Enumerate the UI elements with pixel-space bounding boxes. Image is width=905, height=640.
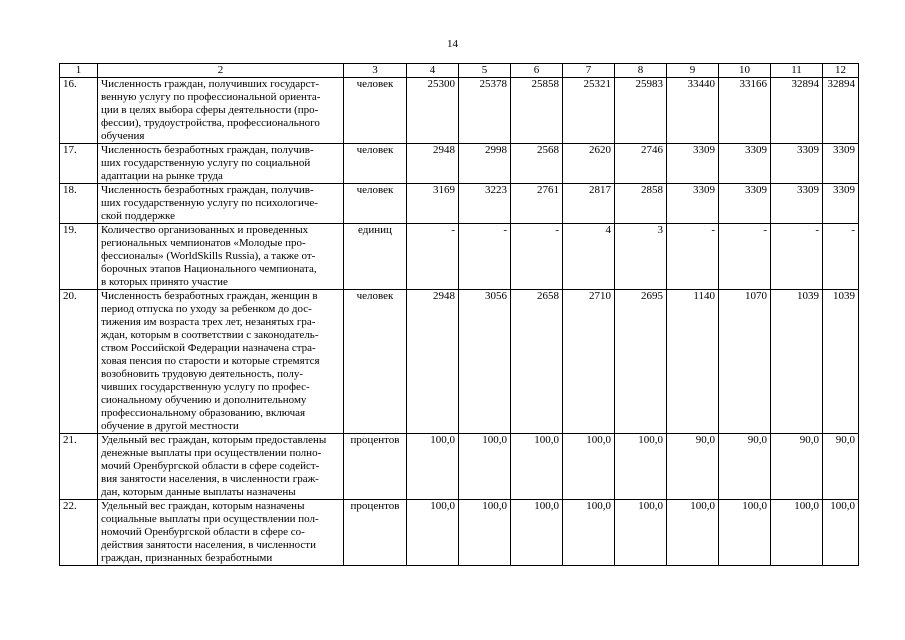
row-number: 22.: [60, 500, 98, 566]
indicator-name-line: борочных этапов Национального чемпионата,: [101, 263, 317, 275]
value-cell: 3309: [719, 184, 771, 224]
value-cell: 100,0: [407, 434, 459, 500]
value-cell: 1140: [667, 290, 719, 434]
indicator-name-line: обучение в другой местности: [101, 420, 239, 432]
row-number: 17.: [60, 144, 98, 184]
indicator-name-line: Численность граждан, получивших государст-: [101, 78, 319, 90]
indicator-name-line: ской поддержке: [101, 210, 176, 222]
value-cell: 2658: [511, 290, 563, 434]
indicator-name-line: Количество организованных и проведенных: [101, 224, 309, 236]
value-cell: 3223: [459, 184, 511, 224]
row-number: 21.: [60, 434, 98, 500]
value-cell: 1039: [823, 290, 859, 434]
table-row: [60, 144, 859, 184]
value-cell: -: [719, 224, 771, 290]
value-cell: 90,0: [771, 434, 823, 500]
value-cell: 2817: [563, 184, 615, 224]
indicator-name-line: ших государственную услугу по социальной: [101, 157, 311, 169]
unit-of-measure: человек: [344, 78, 407, 144]
column-number-row: [60, 64, 859, 78]
column-header: 3: [344, 64, 407, 78]
value-cell: 100,0: [511, 434, 563, 500]
table-row: [60, 500, 859, 566]
value-cell: 33440: [667, 78, 719, 144]
value-cell: 100,0: [511, 500, 563, 566]
indicator-name-line: мочий Оренбургской области в сфере содейст-: [101, 460, 320, 472]
value-cell: 3309: [719, 144, 771, 184]
value-cell: 1070: [719, 290, 771, 434]
indicator-name-line: адаптации на рынке труда: [101, 170, 223, 182]
value-cell: -: [511, 224, 563, 290]
indicator-name: [98, 500, 344, 566]
value-cell: 33166: [719, 78, 771, 144]
indicator-name-line: период отпуска по уходу за ребенком до дос-: [101, 303, 312, 315]
value-cell: 25858: [511, 78, 563, 144]
unit-of-measure: процентов: [344, 500, 407, 566]
value-cell: 25300: [407, 78, 459, 144]
indicator-name-line: региональных чемпионатов «Молодые про-: [101, 237, 306, 249]
indicator-name: [98, 290, 344, 434]
value-cell: 3309: [823, 184, 859, 224]
indicator-name: [98, 224, 344, 290]
unit-of-measure: человек: [344, 290, 407, 434]
table-row: [60, 78, 859, 144]
row-number: 16.: [60, 78, 98, 144]
indicator-name-line: венную услугу по профессиональной ориента-: [101, 91, 321, 103]
value-cell: 2746: [615, 144, 667, 184]
unit-of-measure: человек: [344, 184, 407, 224]
value-cell: 100,0: [771, 500, 823, 566]
indicator-name-line: возобновить трудовую деятельность, полу-: [101, 368, 304, 380]
table-row: [60, 224, 859, 290]
indicator-name-line: в которых принято участие: [101, 276, 228, 288]
value-cell: 32894: [823, 78, 859, 144]
value-cell: -: [407, 224, 459, 290]
value-cell: 100,0: [563, 434, 615, 500]
indicator-name: [98, 434, 344, 500]
column-header: 1: [60, 64, 98, 78]
value-cell: 90,0: [823, 434, 859, 500]
indicator-name-line: ждан, которым в соответствии с законодатель-: [101, 329, 319, 341]
row-number: 19.: [60, 224, 98, 290]
indicator-name-line: ших государственную услугу по психологиче-: [101, 197, 318, 209]
value-cell: 4: [563, 224, 615, 290]
value-cell: 2568: [511, 144, 563, 184]
value-cell: 1039: [771, 290, 823, 434]
indicator-name-line: чивших государственную услугу по профес-: [101, 381, 310, 393]
indicator-name-line: фессии), трудоустройства, профессионального: [101, 117, 320, 129]
indicator-name-line: Численность безработных граждан, получив-: [101, 144, 314, 156]
indicator-name-line: ции в целях выбора сферы деятельности (про-: [101, 104, 319, 116]
indicator-name-line: действия занятости населения, в численности: [101, 539, 316, 551]
value-cell: 2695: [615, 290, 667, 434]
column-header: 6: [511, 64, 563, 78]
indicator-table: [59, 63, 859, 566]
value-cell: -: [667, 224, 719, 290]
indicator-name: [98, 144, 344, 184]
value-cell: 100,0: [823, 500, 859, 566]
page-number: 14: [447, 38, 458, 50]
value-cell: 3309: [667, 184, 719, 224]
value-cell: 90,0: [667, 434, 719, 500]
column-header: 4: [407, 64, 459, 78]
unit-of-measure: человек: [344, 144, 407, 184]
value-cell: 3309: [667, 144, 719, 184]
indicator-name-line: Удельный вес граждан, которым назначены: [101, 500, 305, 512]
value-cell: 100,0: [563, 500, 615, 566]
value-cell: 2948: [407, 144, 459, 184]
value-cell: 100,0: [459, 500, 511, 566]
indicator-name: [98, 184, 344, 224]
column-header: 2: [98, 64, 344, 78]
value-cell: 25321: [563, 78, 615, 144]
value-cell: -: [459, 224, 511, 290]
value-cell: 2858: [615, 184, 667, 224]
indicator-name-line: ховая пенсия по старости и которые стремятся: [101, 355, 320, 367]
value-cell: -: [771, 224, 823, 290]
indicator-name-line: обучения: [101, 130, 145, 142]
indicator-name-line: ством Российской Федерации назначена стра-: [101, 342, 316, 354]
indicator-name-line: Удельный вес граждан, которым предоставлены: [101, 434, 327, 446]
column-header: 8: [615, 64, 667, 78]
indicator-name-line: Численность безработных граждан, получив-: [101, 184, 314, 196]
indicator-name: [98, 78, 344, 144]
indicator-name-line: сиональному обучению и дополнительному: [101, 394, 307, 406]
value-cell: 100,0: [615, 434, 667, 500]
value-cell: 2948: [407, 290, 459, 434]
value-cell: 100,0: [667, 500, 719, 566]
value-cell: 100,0: [719, 500, 771, 566]
table-row: [60, 434, 859, 500]
column-header: 11: [771, 64, 823, 78]
indicator-name-line: вия занятости населения, в численности граж-: [101, 473, 319, 485]
value-cell: 2620: [563, 144, 615, 184]
column-header: 10: [719, 64, 771, 78]
column-header: 12: [823, 64, 859, 78]
indicator-name-line: профессиональному образованию, включая: [101, 407, 306, 419]
value-cell: -: [823, 224, 859, 290]
value-cell: 32894: [771, 78, 823, 144]
value-cell: 100,0: [459, 434, 511, 500]
value-cell: 2761: [511, 184, 563, 224]
column-header: 9: [667, 64, 719, 78]
unit-of-measure: единиц: [344, 224, 407, 290]
value-cell: 3309: [771, 144, 823, 184]
value-cell: 100,0: [407, 500, 459, 566]
indicator-name-line: Численность безработных граждан, женщин в: [101, 290, 318, 302]
row-number: 18.: [60, 184, 98, 224]
value-cell: 3309: [771, 184, 823, 224]
value-cell: 90,0: [719, 434, 771, 500]
indicator-name-line: тижения им возраста трех лет, незанятых гра-: [101, 316, 316, 328]
value-cell: 3: [615, 224, 667, 290]
indicator-name-line: номочий Оренбургской области в сфере со-: [101, 526, 305, 538]
value-cell: 3056: [459, 290, 511, 434]
indicator-name-line: денежные выплаты при осуществлении полно-: [101, 447, 322, 459]
value-cell: 2998: [459, 144, 511, 184]
value-cell: 100,0: [615, 500, 667, 566]
value-cell: 2710: [563, 290, 615, 434]
value-cell: 25983: [615, 78, 667, 144]
unit-of-measure: процентов: [344, 434, 407, 500]
value-cell: 3169: [407, 184, 459, 224]
indicator-name-line: фессионалы» (WorldSkills Russia), а также от-: [101, 250, 316, 262]
table-row: [60, 290, 859, 434]
column-header: 5: [459, 64, 511, 78]
indicator-name-line: дан, которым данные выплаты назначены: [101, 486, 296, 498]
indicator-name-line: граждан, признанных безработными: [101, 552, 273, 564]
column-header: 7: [563, 64, 615, 78]
value-cell: 25378: [459, 78, 511, 144]
table-row: [60, 184, 859, 224]
row-number: 20.: [60, 290, 98, 434]
indicator-name-line: социальные выплаты при осуществлении пол-: [101, 513, 319, 525]
value-cell: 3309: [823, 144, 859, 184]
